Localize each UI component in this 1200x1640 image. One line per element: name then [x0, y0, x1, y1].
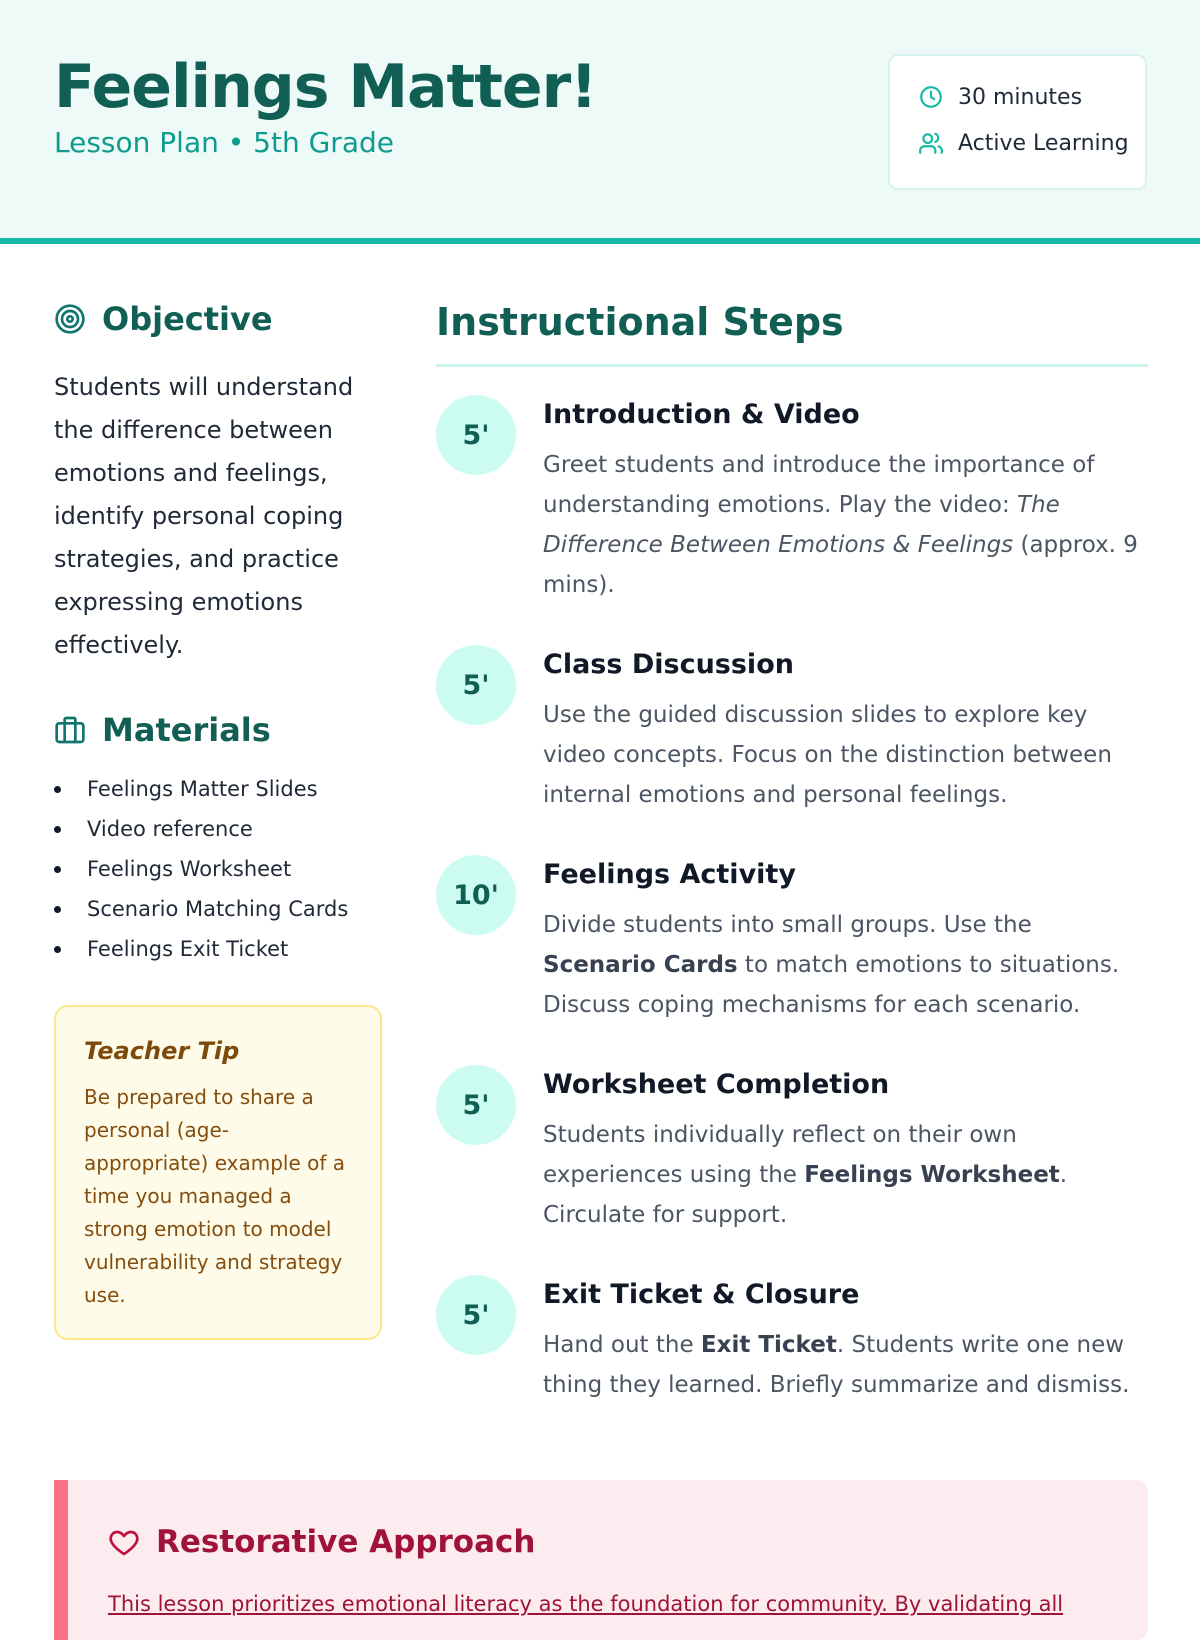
step-introduction — [436, 395, 1148, 605]
list-item: Feelings Matter Slides — [54, 769, 384, 809]
restorative-heading — [108, 1524, 535, 1560]
mode-label: Active Learning — [958, 130, 1129, 156]
left-column — [54, 300, 384, 1340]
step-time-badge: 5' — [436, 645, 516, 725]
duration-label: 30 minutes — [958, 84, 1083, 110]
teacher-tip-title: Teacher Tip — [84, 1037, 240, 1065]
materials-list — [54, 769, 384, 969]
mode-row — [918, 130, 1129, 156]
objective-heading-label: Objective — [102, 300, 273, 338]
step-time-badge: 10' — [436, 855, 516, 935]
materials-heading — [54, 711, 384, 749]
restorative-approach-card — [54, 1480, 1148, 1640]
duration-row — [918, 84, 1082, 110]
step-title: Worksheet Completion — [543, 1069, 890, 1100]
briefcase-icon — [54, 714, 86, 746]
teacher-tip-card — [54, 1005, 382, 1340]
step-class-discussion — [436, 645, 1148, 815]
restorative-heading-label: Restorative Approach — [156, 1524, 536, 1560]
restorative-text: This lesson prioritizes emotional literacy as the foundation for community. By validating all — [108, 1592, 1064, 1616]
step-title: Exit Ticket & Closure — [543, 1279, 860, 1310]
step-description: Students individually reflect on their own experiences using the Feelings Worksheet. Circulate for support. — [543, 1122, 1068, 1228]
lesson-meta-card — [888, 54, 1147, 190]
users-icon — [918, 130, 944, 156]
steps-heading: Instructional Steps — [436, 300, 1148, 367]
material-highlight: Scenario Cards — [543, 952, 738, 978]
video-title: The Difference Between Emotions & Feelings — [543, 492, 1060, 558]
list-item: Scenario Matching Cards — [54, 889, 384, 929]
step-title: Feelings Activity — [543, 859, 796, 890]
material-highlight: Feelings Worksheet — [804, 1162, 1060, 1188]
step-description: Divide students into small groups. Use the Scenario Cards to match emotions to situations. Discuss coping mechanisms for each scenario. — [543, 912, 1120, 1018]
step-time-badge: 5' — [436, 395, 516, 475]
lesson-header — [0, 0, 1200, 244]
materials-heading-label: Materials — [102, 711, 271, 749]
clock-icon — [918, 84, 944, 110]
target-icon — [54, 303, 86, 335]
step-time-badge: 5' — [436, 1065, 516, 1145]
step-worksheet-completion — [436, 1065, 1148, 1235]
page-title: Feelings Matter! — [54, 52, 597, 122]
list-item: Feelings Exit Ticket — [54, 929, 384, 969]
step-title: Class Discussion — [543, 649, 794, 680]
step-description: Use the guided discussion slides to explore key video concepts. Focus on the distinction between internal emotions and personal feelings. — [543, 702, 1112, 808]
objective-text: Students will understand the difference between emotions and feelings, identify personal coping strategies, and practice expressing emotions effectively. — [54, 373, 354, 659]
right-column — [436, 300, 1148, 1405]
teacher-tip-text: Be prepared to share a personal (age-appropriate) example of a time you managed a strong emotion to model vulnerability and strategy use. — [84, 1085, 346, 1307]
step-feelings-activity — [436, 855, 1148, 1025]
step-exit-ticket — [436, 1275, 1148, 1405]
step-time-badge: 5' — [436, 1275, 516, 1355]
step-description: Hand out the Exit Ticket. Students write one new thing they learned. Briefly summarize and dismiss. — [543, 1332, 1130, 1398]
material-highlight: Exit Ticket — [700, 1332, 837, 1358]
step-description: Greet students and introduce the importance of understanding emotions. Play the video: The Difference Between Emotions & Feelings (approx. 9 mins). — [543, 452, 1138, 598]
heart-icon — [108, 1526, 140, 1558]
page-subtitle: Lesson Plan • 5th Grade — [54, 126, 394, 159]
objective-heading — [54, 300, 384, 338]
list-item: Video reference — [54, 809, 384, 849]
list-item: Feelings Worksheet — [54, 849, 384, 889]
step-title: Introduction & Video — [543, 399, 860, 430]
